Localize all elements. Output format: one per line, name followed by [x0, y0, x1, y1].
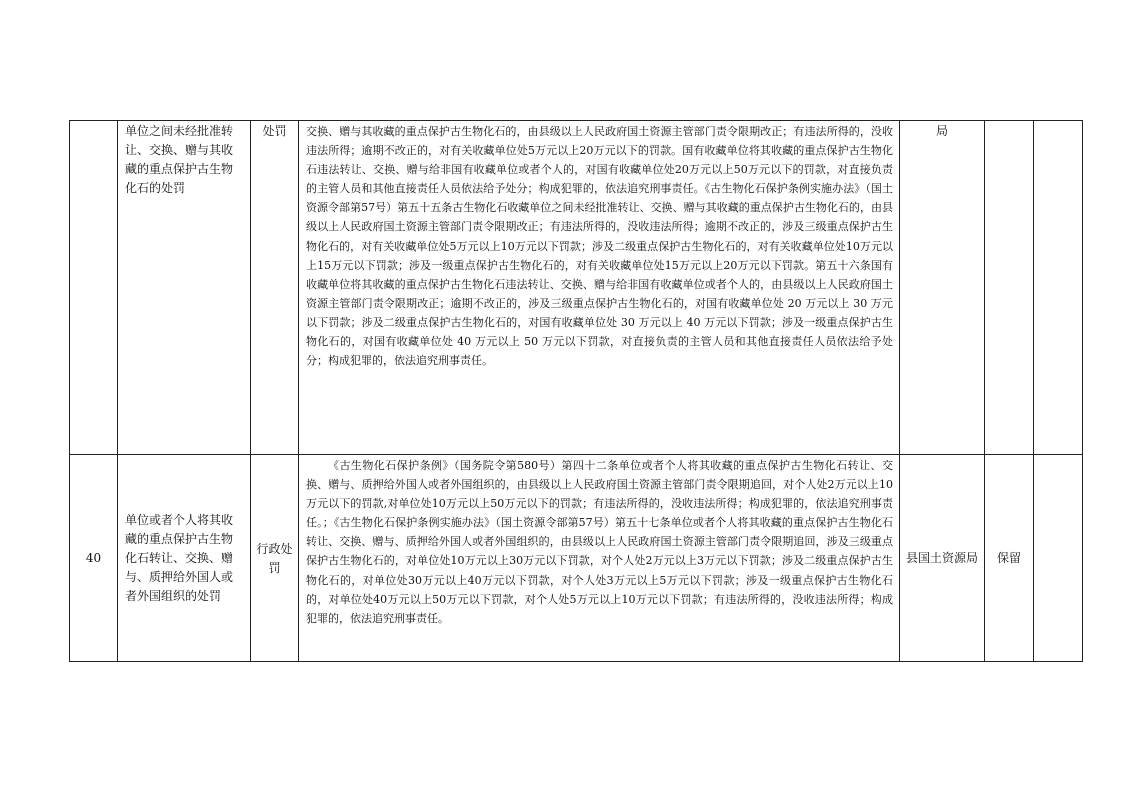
power-type: 行政处罚: [251, 455, 299, 662]
responsible-department: 局: [900, 121, 985, 455]
row-number: [70, 121, 118, 455]
remark: [1034, 455, 1083, 662]
responsible-department: 县国土资源局: [900, 455, 985, 662]
row-number: 40: [70, 455, 118, 662]
table-row: [70, 121, 1083, 455]
item-name: 单位或者个人将其收藏的重点保护古生物化石转让、交换、赠与、质押给外国人或者外国组织的处罚: [118, 455, 251, 662]
legal-basis: 交换、赠与其收藏的重点保护古生物化石的，由县级以上人民政府国土资源主管部门责令限期改正；有违法所得的，没收违法所得；逾期不改正的，对有关收藏单位处5万元以上20万元以下的罚款。国有收藏单位将其收藏的重点保护古生物化石违法转让、交换、赠与给非国有收藏单位或者个人的，对国有收藏单位处20万元以上50万元以下的罚款，对直接负责的主管人员和其他直接责任人员依法给予处分；构成犯罪的，依法追究刑事责任。《古生物化石保护条例实施办法》（国土资源令部第57号）第五十五条古生物化石收藏单位之间未经批准转让、交换、赠与其收藏的重点保护古生物化石的，由县级以上人民政府国土资源主管部门责令限期改正；有违法所得的，没收违法所得；逾期不改正的，涉及三级重点保护古生物化石的，对有关收藏单位处5万元以上10万元以下罚款；涉及二级重点保护古生物化石的，对有关收藏单位处10万元以上15万元以下罚款；涉及一级重点保护古生物化石的，对有关收藏单位处15万元以上20万元以下罚款。第五十六条国有收藏单位将其收藏的重点保护古生物化石违法转让、交换、赠与给非国有收藏单位或者个人的，由县级以上人民政府国土资源主管部门责令限期改正；逾期不改正的，涉及三级重点保护古生物化石的，对国有收藏单位处 20 万元以上 30 万元以下罚款；涉及二级重点保护古生物化石的，对国有收藏单位处 30 万元以上 40 万元以下罚款；涉及一级重点保护古生物化石的，对国有收藏单位处 40 万元以上 50 万元以下罚款，对直接负责的主管人员和其他直接责任人员依法给予处分；构成犯罪的，依法追究刑事责任。: [299, 121, 900, 455]
legal-basis: 《古生物化石保护条例》（国务院令第580号）第四十二条单位或者个人将其收藏的重点保护古生物化石转让、交换、赠与、质押给外国人或者外国组织的，由县级以上人民政府国土资源主管部门责令限期追回，对个人处2万元以上10万元以下的罚款,对单位处10万元以上50万元以下的罚款；有违法所得的，没收违法所得；构成犯罪的，依法追究刑事责任。；《古生物化石保护条例实施办法》（国土资源令部第57号）第五十七条单位或者个人将其收藏的重点保护古生物化石转让、交换、赠与、质押给外国人或者外国组织的，由县级以上人民政府国土资源主管部门责令限期追回，涉及三级重点保护古生物化石的，对单位处10万元以上30万元以下罚款，对个人处2万元以上3万元以下罚款；涉及二级重点保护古生物化石的，对单位处30万元以上40万元以下罚款，对个人处3万元以上5万元以下罚款；涉及一级重点保护古生物化石的，对单位处40万元以上50万元以下罚款，对个人处5万元以上10万元以下罚款；有违法所得的，没收违法所得；构成犯罪的，依法追究刑事责任。: [299, 455, 900, 662]
power-list-table: [69, 120, 1083, 662]
item-name: 单位之间未经批准转让、交换、赠与其收藏的重点保护古生物化石的处罚: [118, 121, 251, 455]
remark: [1034, 121, 1083, 455]
disposition: 保留: [985, 455, 1034, 662]
power-type: 处罚: [251, 121, 299, 455]
table-row: [70, 455, 1083, 662]
disposition: [985, 121, 1034, 455]
